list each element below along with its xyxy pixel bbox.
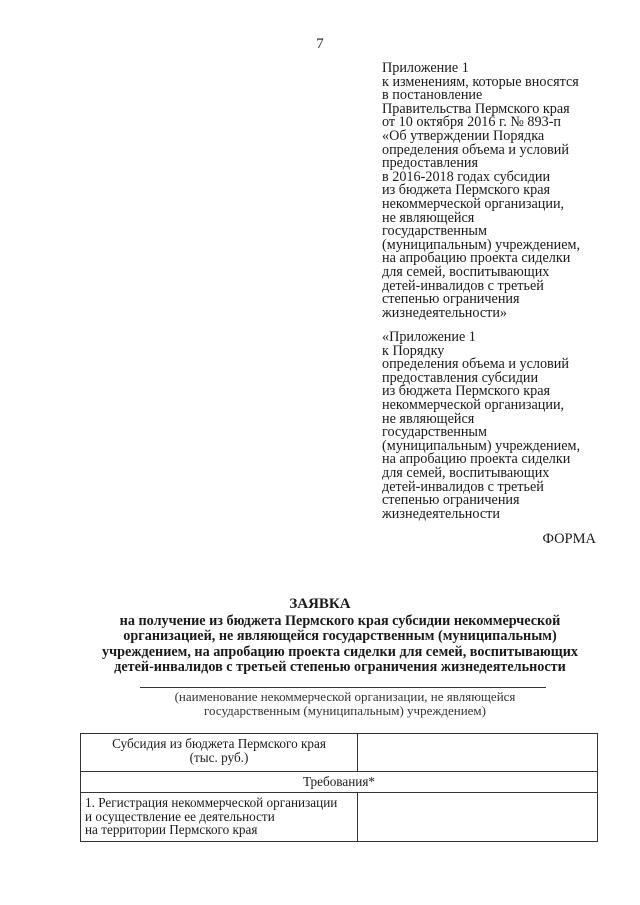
annex-2-line: детей-инвалидов с третьей <box>382 478 544 495</box>
annex-1-line: некоммерческой организации, <box>382 195 565 212</box>
annex-1-line: «Об утверждении Порядка <box>382 127 545 144</box>
cell-text: 1. Регистрация некоммерческой организации <box>85 795 338 810</box>
annex-1-block <box>382 62 612 320</box>
caption-line: (наименование некоммерческой организации, не являющейся <box>174 689 516 704</box>
annex-1-line: жизнедеятельности» <box>382 304 508 321</box>
subsidy-label-cell <box>81 734 358 772</box>
annex-2-line: не являющейся <box>382 410 475 427</box>
annex-1-line: от 10 октября 2016 г. № 893-п <box>382 114 562 131</box>
form-label: ФОРМА <box>542 531 596 547</box>
annex-1-line: в постановление <box>382 87 483 104</box>
annex-2-line: к Порядку <box>382 342 445 359</box>
annex-2-line: определения объема и условий <box>382 356 569 373</box>
subsidy-value-cell[interactable] <box>358 734 598 772</box>
annex-2-line: некоммерческой организации, <box>382 396 565 413</box>
annex-2-line: степенью ограничения <box>382 492 520 509</box>
annex-2-line: (муниципальным) учреждением, <box>382 437 581 454</box>
annex-2-line: предоставления субсидии <box>382 369 539 386</box>
annex-1-line: к изменениям, которые вносятся <box>382 73 579 90</box>
annex-2-line: из бюджета Пермского края <box>382 383 551 400</box>
subtitle-line: организацией, не являющейся государственным (муниципальным) <box>123 628 557 645</box>
requirements-table <box>80 733 598 842</box>
annex-2-line: для семей, воспитывающих <box>382 464 550 481</box>
table-row <box>81 734 598 772</box>
subtitle-line: учреждением, на апробацию проекта сиделки для семей, воспитывающих <box>101 643 578 660</box>
annex-1-line: государственным <box>382 223 487 240</box>
document-title: ЗАЯВКА <box>289 596 351 612</box>
annex-2-line: «Приложение 1 <box>382 329 476 345</box>
annex-1-line: степенью ограничения <box>382 291 520 308</box>
annex-1-line: детей-инвалидов с третьей <box>382 277 544 294</box>
organization-name-caption <box>120 690 570 718</box>
annex-1-line: определения объема и условий <box>382 141 569 158</box>
cell-text: Субсидия из бюджета Пермского края <box>112 736 326 751</box>
caption-line: государственным (муниципальным) учреждением) <box>204 703 486 718</box>
annex-1-line: в 2016-2018 годах субсидии <box>382 168 551 185</box>
annex-1-line: из бюджета Пермского края <box>382 182 551 199</box>
annex-2-line: государственным <box>382 424 487 441</box>
cell-text: на территории Пермского края <box>85 822 258 838</box>
annex-1-line: не являющейся <box>382 209 475 226</box>
annex-1-line: Правительства Пермского края <box>382 100 570 117</box>
annex-2-line: жизнедеятельности <box>382 505 500 522</box>
annex-1-line: (муниципальным) учреждением, <box>382 236 581 253</box>
requirements-header-cell: Требования* <box>81 772 598 793</box>
table-row <box>81 793 598 842</box>
subtitle-line: на получение из бюджета Пермского края субсидии некоммерческой <box>119 613 561 629</box>
annex-2-line: на апробацию проекта сиделки <box>382 451 571 468</box>
subtitle-line: детей-инвалидов с третьей степенью ограничения жизнедеятельности <box>114 659 566 676</box>
annex-1-line: для семей, воспитывающих <box>382 263 550 280</box>
organization-name-blank[interactable] <box>140 687 546 688</box>
annex-2-block <box>382 331 612 521</box>
annex-1-line: Приложение 1 <box>382 60 469 76</box>
cell-text: (тыс. руб.) <box>189 749 249 765</box>
cell-text: и осуществление ее деятельности <box>85 808 275 824</box>
annex-1-line: предоставления <box>382 155 479 172</box>
page-number: 7 <box>316 36 324 52</box>
requirement-value-cell[interactable] <box>358 793 598 842</box>
requirement-label-cell <box>81 793 358 842</box>
document-subtitle <box>60 614 620 676</box>
table-row <box>81 772 598 793</box>
annex-1-line: на апробацию проекта сиделки <box>382 250 571 267</box>
